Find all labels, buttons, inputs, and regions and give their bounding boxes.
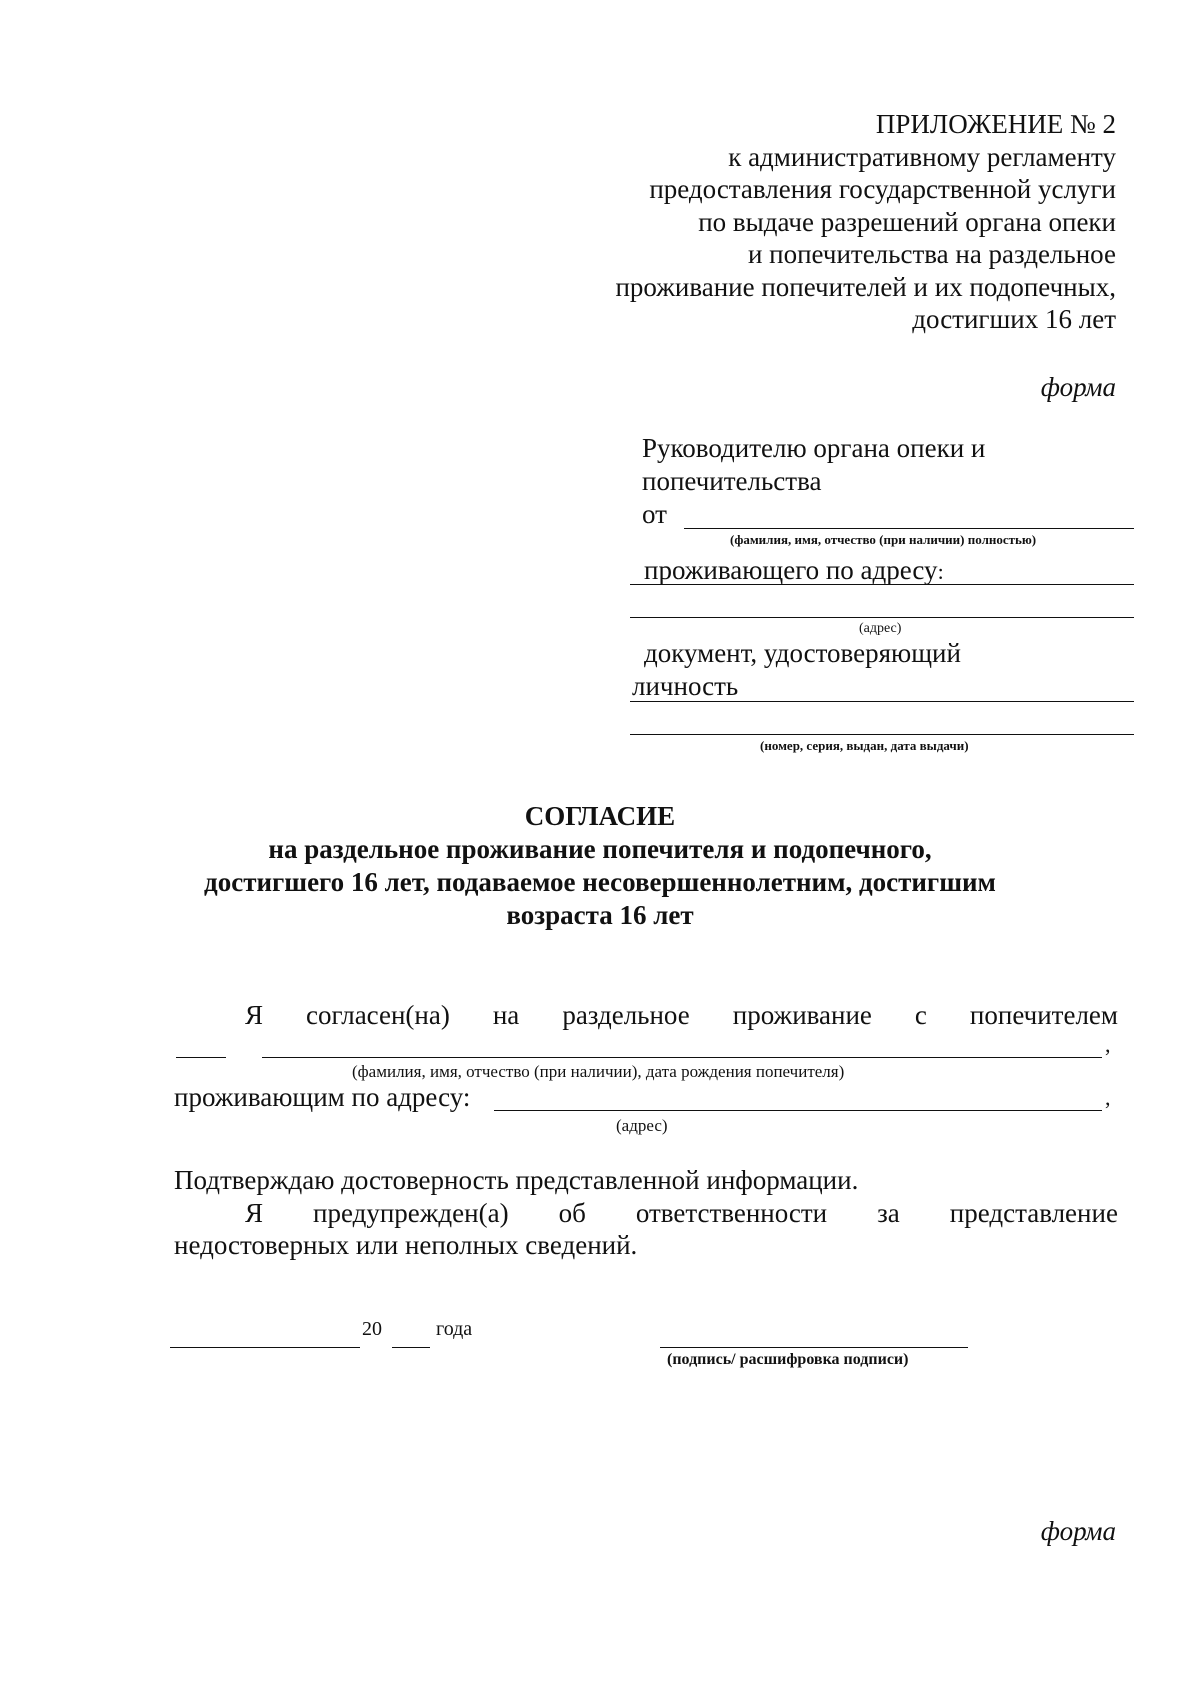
consent-word: согласен(на) (306, 1000, 450, 1030)
header-line: достигших 16 лет (912, 304, 1116, 334)
title-line: возраста 16 лет (506, 900, 694, 930)
document-line2: личность (632, 671, 739, 701)
confirmation-line1: Подтверждаю достоверность представленной информации. (174, 1165, 859, 1195)
consent-address-caption: (адрес) (616, 1116, 668, 1135)
addressee-line1: Руководителю органа опеки и (642, 433, 986, 463)
year-suffix: года (436, 1318, 473, 1340)
guardian-field[interactable] (262, 1057, 1102, 1058)
document-field[interactable] (630, 734, 1134, 735)
confirmation-line3: недостоверных или неполных сведений. (174, 1230, 638, 1260)
warning-word: за (877, 1198, 900, 1228)
document-title (0, 800, 1200, 932)
consent-word: попечителем (969, 1000, 1118, 1030)
consent-word: проживание (732, 1000, 872, 1030)
header-line: к административному регламенту (728, 141, 1116, 172)
address-field[interactable] (630, 617, 1134, 618)
document-caption: (номер, серия, выдан, дата выдачи) (760, 738, 969, 753)
document-line-1 (630, 701, 1134, 702)
residing-label: проживающего по адресу: (644, 555, 944, 585)
consent-word: Я (245, 1000, 264, 1030)
consent-residing-label: проживающим по адресу: (174, 1082, 471, 1112)
addressee-line2: попечительства (642, 466, 822, 496)
header-line: проживание попечителей и их подопечных, (615, 271, 1116, 302)
address-caption: (адрес) (859, 621, 902, 636)
header-line: ПРИЛОЖЕНИЕ № 2 (875, 109, 1116, 139)
consent-address-field[interactable] (494, 1110, 1102, 1111)
consent-word: на (492, 1000, 520, 1030)
document-line1: документ, удостоверяющий (644, 638, 961, 668)
date-field[interactable] (170, 1347, 360, 1348)
signature-caption: (подпись/ расшифровка подписи) (667, 1351, 909, 1368)
warning-word: представление (949, 1198, 1118, 1228)
from-name-field[interactable] (684, 528, 1134, 529)
title-line: СОГЛАСИЕ (524, 801, 676, 831)
consent-word: раздельное (562, 1000, 690, 1030)
guardian-field-segment[interactable] (176, 1057, 226, 1058)
title-line: достигшего 16 лет, подаваемое несовершеннолетним, достигшим (204, 867, 996, 897)
from-label: от (642, 499, 667, 529)
address-comma: , (1105, 1085, 1111, 1110)
warning-word: об (558, 1198, 586, 1228)
warning-word: ответственности (635, 1198, 828, 1228)
header-line: предоставления государственной услуги (649, 174, 1116, 204)
from-caption: (фамилия, имя, отчество (при наличии) полностью) (730, 532, 1037, 547)
header-line: по выдаче разрешений органа опеки (698, 206, 1116, 237)
warning-word: Я (245, 1198, 264, 1228)
year-field[interactable] (392, 1347, 430, 1348)
residing-line-1 (630, 584, 1134, 585)
signature-field[interactable] (660, 1347, 968, 1348)
guardian-comma: , (1105, 1032, 1111, 1057)
appendix-header (476, 108, 1116, 336)
form-label-bottom: форма (1040, 1516, 1116, 1546)
title-line: на раздельное проживание попечителя и подопечного, (268, 834, 932, 864)
guardian-caption: (фамилия, имя, отчество (при наличии), дата рождения попечителя) (352, 1062, 845, 1081)
form-label-top: форма (1040, 372, 1116, 402)
year-prefix: 20 (362, 1318, 382, 1340)
consent-line (245, 1000, 1118, 1031)
consent-word: с (914, 1000, 927, 1030)
header-line: и попечительства на раздельное (747, 239, 1116, 269)
warning-line (245, 1198, 1118, 1229)
warning-word: предупрежден(а) (313, 1198, 509, 1228)
